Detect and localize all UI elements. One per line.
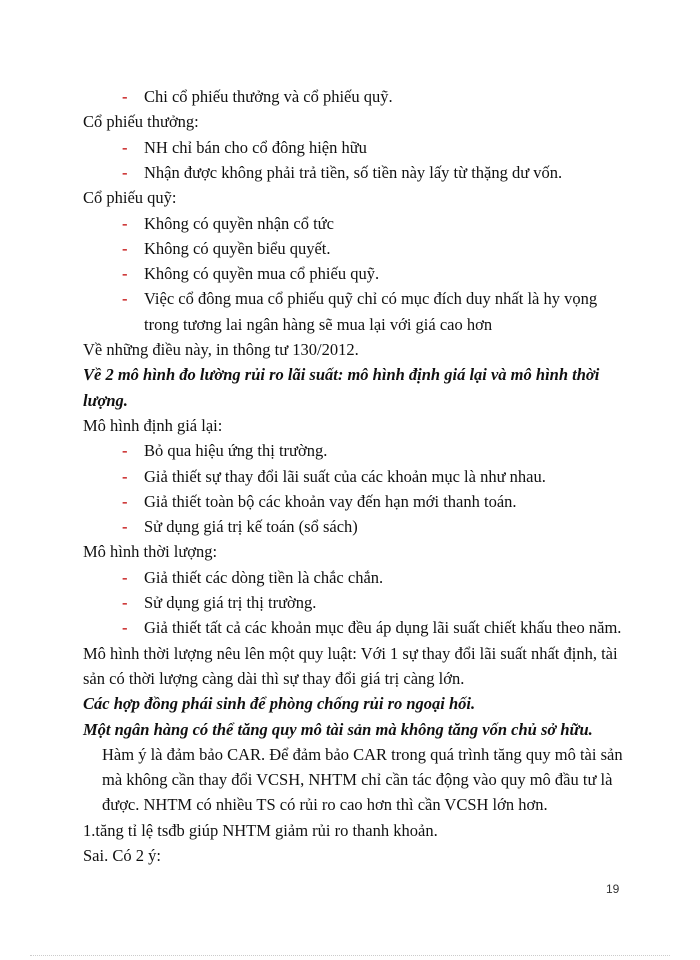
bullet-text: Không có quyền mua cổ phiếu quỹ. xyxy=(144,264,380,284)
bullet-item xyxy=(122,567,383,589)
bullet-text: Giả thiết toàn bộ các khoản vay đến hạn mới thanh toán. xyxy=(144,491,517,511)
bullet-dash-icon: - xyxy=(122,264,128,284)
bullet-text: Nhận được không phải trả tiền, số tiền này lấy từ thặng dư vốn. xyxy=(144,162,563,182)
heading-line: Các hợp đồng phái sinh để phòng chống rủi ro ngoại hối. xyxy=(83,694,476,714)
bullet-dash-icon: - xyxy=(122,517,128,537)
bullet-item xyxy=(122,213,334,235)
bullet-item xyxy=(122,162,562,184)
bullet-text: Giả thiết các dòng tiền là chắc chắn. xyxy=(144,567,384,587)
bullet-dash-icon: - xyxy=(122,87,128,106)
bullet-text: Sử dụng giá trị kế toán (sổ sách) xyxy=(144,517,358,537)
bullet-text: Giả thiết tất cả các khoản mục đều áp dụng lãi suất chiết khấu theo năm. xyxy=(144,618,622,638)
text-line: Mô hình thời lượng nêu lên một quy luật: Với 1 sự thay đổi lãi suất nhất định, tài xyxy=(83,643,618,663)
bullet-text: Bỏ qua hiệu ứng thị trường. xyxy=(144,441,328,461)
bullet-continuation: trong tương lai ngân hàng sẽ mua lại với giá cao hơn xyxy=(144,314,493,334)
text-line: được. NHTM có nhiều TS có rủi ro cao hơn thì cần VCSH lớn hơn. xyxy=(102,795,548,815)
bullet-item xyxy=(122,592,316,614)
bullet-text: Giả thiết sự thay đổi lãi suất của các khoản mục là như nhau. xyxy=(144,466,546,486)
page-bottom-border xyxy=(30,955,670,956)
text-line: Sai. Có 2 ý: xyxy=(83,846,161,865)
bullet-item xyxy=(122,440,327,462)
bullet-dash-icon: - xyxy=(122,567,128,587)
bullet-dash-icon: - xyxy=(122,441,128,461)
bullet-text: Không có quyền biểu quyết. xyxy=(144,238,331,258)
bullet-item xyxy=(122,86,393,108)
text-line: 1.tăng tỉ lệ tsđb giúp NHTM giảm rủi ro thanh khoản. xyxy=(83,820,438,840)
text-line: mà không cần thay đổi VCSH, NHTM chỉ cần tác động vào quy mô đầu tư là xyxy=(102,770,613,790)
bullet-dash-icon: - xyxy=(122,289,128,309)
text-line: sản có thời lượng càng dài thì sự thay đổi giá trị càng lớn. xyxy=(83,668,465,688)
text-line: Cổ phiếu thưởng: xyxy=(83,112,199,132)
bullet-dash-icon: - xyxy=(122,618,128,638)
bullet-text: Không có quyền nhận cổ tức xyxy=(144,213,334,233)
bullet-dash-icon: - xyxy=(122,137,128,157)
bullet-dash-icon: - xyxy=(122,466,128,486)
text-line: Mô hình thời lượng: xyxy=(83,542,218,562)
bullet-dash-icon: - xyxy=(122,593,128,612)
bullet-item xyxy=(122,466,546,488)
bullet-item xyxy=(122,238,331,260)
bullet-item xyxy=(122,516,358,538)
text-line: Hàm ý là đảm bảo CAR. Để đảm bảo CAR trong quá trình tăng quy mô tài sản xyxy=(102,744,623,764)
bullet-item xyxy=(122,617,621,639)
text-line: Mô hình định giá lại: xyxy=(83,415,223,435)
bullet-item xyxy=(122,263,379,285)
heading-line: Một ngân hàng có thể tăng quy mô tài sản mà không tăng vốn chủ sở hữu. xyxy=(83,719,593,739)
bullet-dash-icon: - xyxy=(122,238,128,258)
bullet-text: Sử dụng giá trị thị trường. xyxy=(144,593,317,612)
bullet-text: Việc cổ đông mua cổ phiếu quỹ chỉ có mục đích duy nhất là hy vọng xyxy=(144,289,598,309)
bullet-dash-icon: - xyxy=(122,162,128,182)
bullet-text: Chi cổ phiếu thưởng và cổ phiếu quỹ. xyxy=(144,87,393,106)
bullet-dash-icon: - xyxy=(122,213,128,233)
text-line: Cổ phiếu quỹ: xyxy=(83,188,177,208)
heading-line: Về 2 mô hình đo lường rủi ro lãi suất: mô hình định giá lại và mô hình thời xyxy=(83,365,600,385)
bullet-item xyxy=(122,288,597,310)
page-number: 19 xyxy=(606,882,620,896)
bullet-item xyxy=(122,137,367,159)
bullet-text: NH chỉ bán cho cổ đông hiện hữu xyxy=(144,137,367,157)
text-line: Về những điều này, in thông tư 130/2012. xyxy=(83,340,359,359)
heading-line: lượng. xyxy=(83,390,128,410)
bullet-dash-icon: - xyxy=(122,491,128,511)
bullet-item xyxy=(122,491,517,513)
